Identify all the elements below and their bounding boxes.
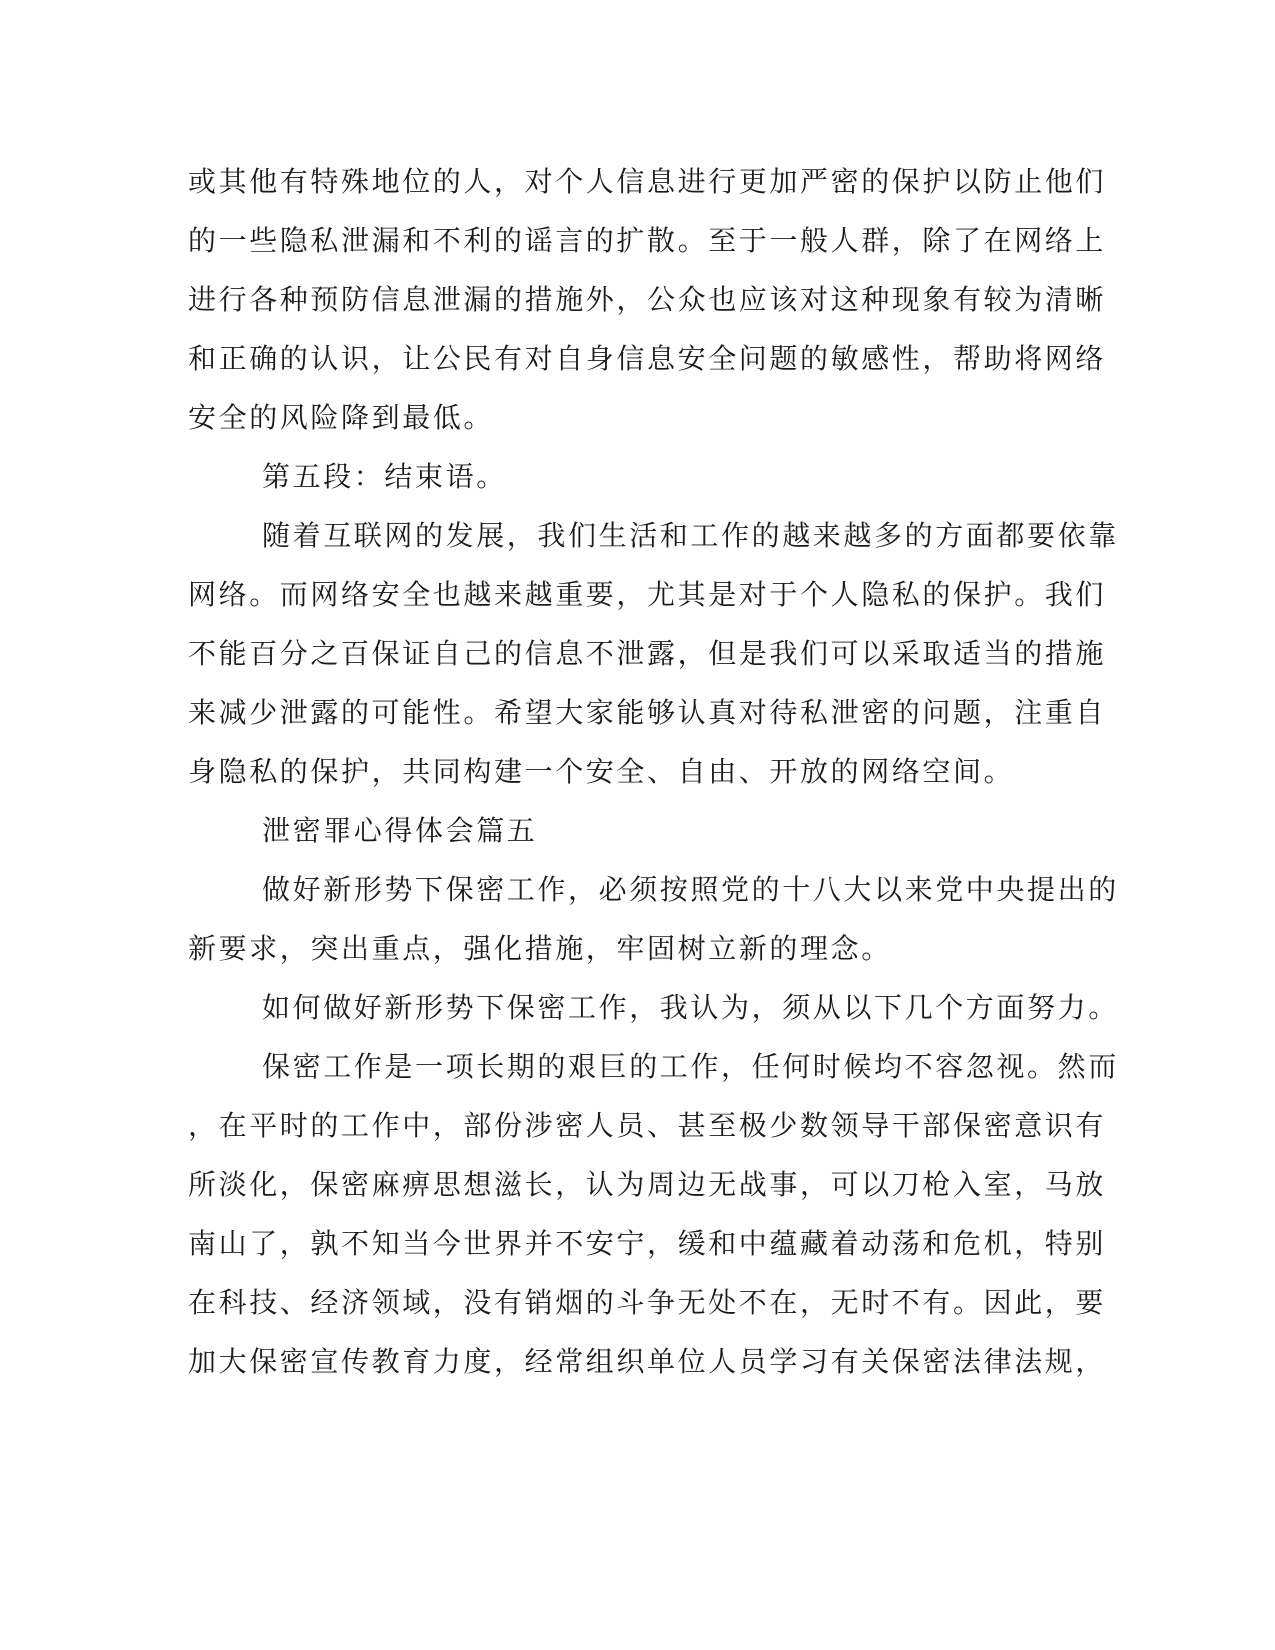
body-text-line: 所淡化，保密麻痹思想滋长，认为周边无战事，可以刀枪入室，马放 (188, 1168, 1107, 1201)
body-text-line: 进行各种预防信息泄漏的措施外，公众也应该对这种现象有较为清晰 (188, 283, 1107, 316)
body-text-line: 的一些隐私泄漏和不利的谣言的扩散。至于一般人群，除了在网络上 (188, 224, 1107, 257)
body-text-line: 新要求，突出重点，强化措施，牢固树立新的理念。 (188, 932, 892, 965)
body-text-line: 随着互联网的发展，我们生活和工作的越来越多的方面都要依靠 (262, 519, 1119, 552)
body-text-line: 在科技、经济领域，没有销烟的斗争无处不在，无时不有。因此，要 (188, 1286, 1107, 1319)
body-text-line: ，在平时的工作中，部份涉密人员、甚至极少数领导干部保密意识有 (188, 1109, 1107, 1142)
body-text-line: 和正确的认识，让公民有对自身信息安全问题的敏感性，帮助将网络 (188, 342, 1107, 375)
body-text-line: 网络。而网络安全也越来越重要，尤其是对于个人隐私的保护。我们 (188, 578, 1107, 611)
body-text-line: 或其他有特殊地位的人，对个人信息进行更加严密的保护以防止他们 (188, 165, 1107, 198)
body-text-line: 做好新形势下保密工作，必须按照党的十八大以来党中央提出的 (262, 873, 1119, 906)
body-text-line: 南山了，孰不知当今世界并不安宁，缓和中蕴藏着动荡和危机，特别 (188, 1227, 1107, 1260)
body-text-line: 身隐私的保护，共同构建一个安全、自由、开放的网络空间。 (188, 755, 1015, 788)
section-heading: 第五段：结束语。 (262, 460, 507, 493)
body-text-line: 加大保密宣传教育力度，经常组织单位人员学习有关保密法律法规， (188, 1345, 1107, 1378)
section-heading: 泄密罪心得体会篇五 (262, 814, 538, 847)
body-text-line: 来减少泄露的可能性。希望大家能够认真对待私泄密的问题，注重自 (188, 696, 1107, 729)
body-text-line: 不能百分之百保证自己的信息不泄露，但是我们可以采取适当的措施 (188, 637, 1107, 670)
body-text-line: 如何做好新形势下保密工作，我认为，须从以下几个方面努力。 (262, 991, 1119, 1024)
body-text-line: 保密工作是一项长期的艰巨的工作，任何时候均不容忽视。然而 (262, 1050, 1119, 1083)
body-text-line: 安全的风险降到最低。 (188, 401, 495, 434)
